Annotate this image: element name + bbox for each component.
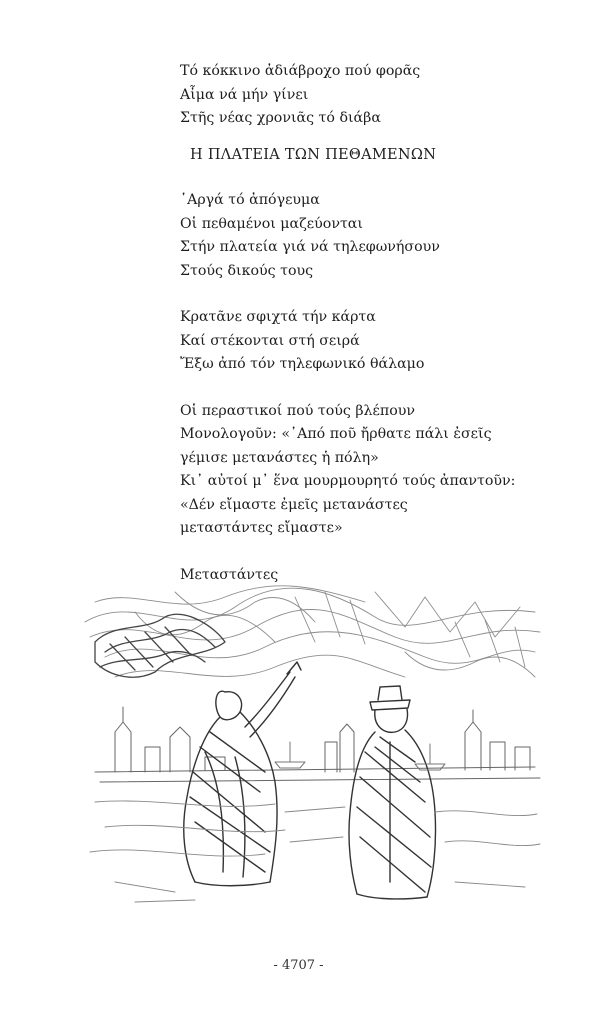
poem-line: Τό κόκκινο ἀδιάβροχο πού φορᾶς (180, 63, 421, 79)
poem-line: Στήν πλατεία γιά νά τηλεφωνήσουν (180, 239, 440, 255)
poem-line: Ἔξω ἀπό τόν τηλεφωνικό θάλαμο (180, 356, 425, 372)
poem-line: Μονολογοῦν: «᾿Από ποῦ ἤρθατε πάλι ἐσεῖς (180, 426, 492, 442)
stanza-intro (180, 60, 560, 131)
poem-line: Οἱ περαστικοί πού τούς βλέπουν (180, 402, 416, 419)
poem-line: Κρατᾶνε σφιχτά τήν κάρτα (180, 309, 376, 325)
poem-line: γέμισε μετανάστες ἡ πόλη» (180, 449, 379, 466)
boats (275, 742, 445, 770)
poem-line: Στῆς νέας χρονιᾶς τό διάβα (180, 110, 381, 126)
poem-line: μεταστάντες εἴμαστε» (180, 520, 343, 536)
poem-line: Καί στέκονται στή σειρά (180, 332, 360, 349)
poem-line: Μεταστάντες (180, 566, 279, 583)
right-figure (349, 686, 436, 899)
harbor-town (95, 707, 540, 782)
sky-scribbles (85, 586, 540, 677)
stanza-gap (180, 377, 560, 400)
stanza-3 (180, 400, 560, 541)
cloud-mass (95, 614, 225, 677)
poem-line: Αἷμα νά μήν γίνει (180, 86, 309, 103)
poem-line: Στούς δικούς τους (180, 262, 314, 279)
poem-text (180, 60, 560, 587)
poem-line: ῾Αργά τό ἀπόγευμα (180, 192, 320, 208)
stanza-1 (180, 189, 560, 283)
poem-line: Οἱ πεθαμένοι μαζεύονται (180, 215, 363, 232)
poem-line: Κι᾿ αὐτοί μ᾿ ἕνα μουρμουρητό τούς ἀπαντοῦν: (180, 473, 516, 489)
poem-title: Η ΠΛΑΤΕΙΑ ΤΩΝ ΠΕΘΑΜΕΝΩΝ (190, 146, 437, 163)
page-number: - 4707 - (273, 958, 324, 973)
pencil-sketch-illustration (75, 582, 545, 912)
stanza-gap (180, 283, 560, 306)
ground-scribbles (90, 801, 540, 902)
stanza-2 (180, 306, 560, 377)
left-figure (184, 662, 301, 886)
poem-line: «Δέν εἴμαστε ἐμεῖς μετανάστες (180, 496, 408, 513)
stanza-gap (180, 541, 560, 564)
